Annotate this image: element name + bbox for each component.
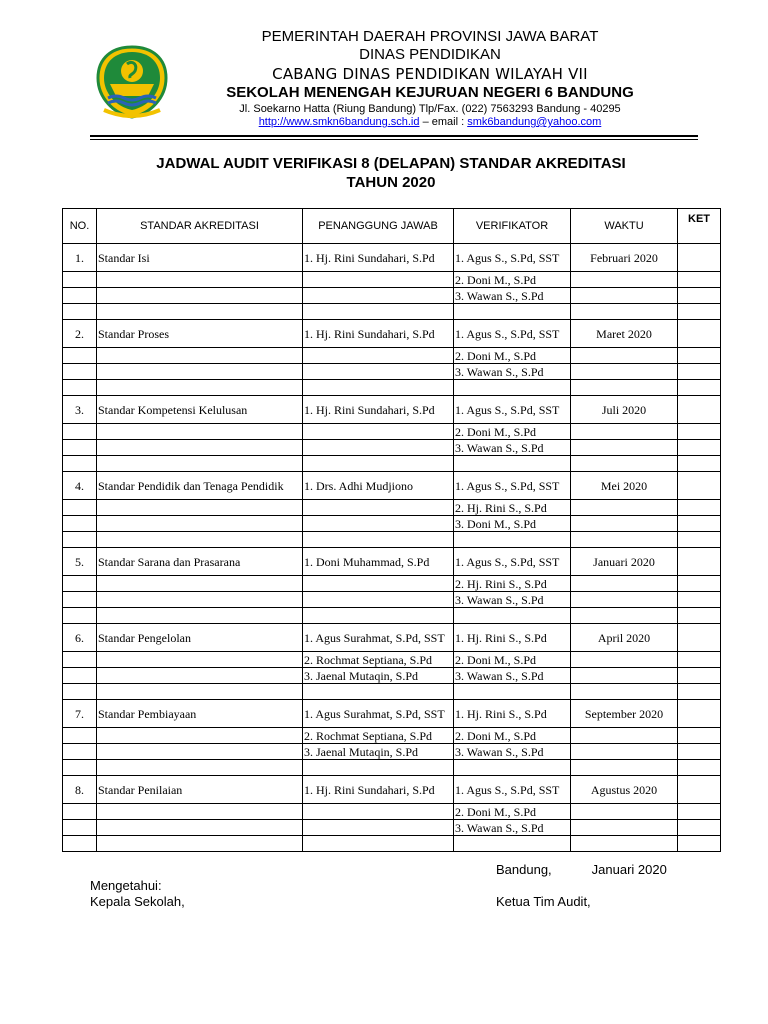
row-standar: Standar Pengelolan [97,624,303,652]
row-standar: Standar Sarana dan Prasarana [97,548,303,576]
row-penanggung-jawab [303,516,454,532]
row-penanggung-jawab: 1. Hj. Rini Sundahari, S.Pd [303,244,454,272]
spacer-cell [97,684,303,700]
row-penanggung-jawab: 3. Jaenal Mutaqin, S.Pd [303,744,454,760]
row-ket [678,272,721,288]
spacer-row [63,456,721,472]
spacer-cell [97,456,303,472]
spacer-cell [63,532,97,548]
row-standar-text: Standar Pendidik dan Tenaga Pendidik [98,478,284,493]
table-row [63,472,721,500]
row-waktu: Mei 2020 [571,472,678,500]
row-standar-empty [97,652,303,668]
row-penanggung-jawab: 1. Hj. Rini Sundahari, S.Pd [303,396,454,424]
table-row [63,440,721,456]
table-row [63,396,721,424]
row-penanggung-jawab [303,440,454,456]
table-row [63,776,721,804]
row-ket [678,652,721,668]
spacer-cell [303,304,454,320]
row-standar-empty [97,592,303,608]
row-verifikator: 1. Hj. Rini S., S.Pd [454,624,571,652]
row-standar-empty [97,668,303,684]
table-row [63,424,721,440]
row-ket [678,592,721,608]
row-ket [678,776,721,804]
header-rule-thin [90,139,698,140]
row-penanggung-jawab [303,364,454,380]
row-standar-empty [97,576,303,592]
row-number-empty [63,424,97,440]
spacer-cell [97,608,303,624]
spacer-row [63,304,721,320]
contact-line [180,116,680,129]
header-ket: KET [678,209,721,244]
spacer-cell [63,684,97,700]
row-verifikator: 3. Wawan S., S.Pd [454,440,571,456]
place: Bandung, [496,862,552,877]
row-standar: Standar Pembiayaan [97,700,303,728]
spacer-cell [303,760,454,776]
row-waktu-empty [571,576,678,592]
spacer-cell [571,608,678,624]
row-verifikator: 2. Doni M., S.Pd [454,272,571,288]
title-line-2: TAHUN 2020 [346,174,436,191]
table-row [63,348,721,364]
spacer-cell [63,456,97,472]
row-penanggung-jawab: 1. Agus Surahmat, S.Pd, SST [303,624,454,652]
row-standar-empty [97,364,303,380]
document-title [60,154,722,192]
row-waktu: Januari 2020 [571,548,678,576]
spacer-cell [678,760,721,776]
row-waktu-empty [571,516,678,532]
row-number-empty [63,500,97,516]
row-ket [678,348,721,364]
row-number: 3. [63,396,97,424]
row-verifikator: 3. Wawan S., S.Pd [454,820,571,836]
acknowledged-label: Mengetahui: [90,878,162,893]
spacer-cell [303,608,454,624]
row-verifikator: 2. Doni M., S.Pd [454,424,571,440]
spacer-cell [303,684,454,700]
row-penanggung-jawab [303,348,454,364]
row-verifikator: 2. Doni M., S.Pd [454,804,571,820]
row-waktu: Februari 2020 [571,244,678,272]
row-waktu: Maret 2020 [571,320,678,348]
row-penanggung-jawab [303,500,454,516]
row-ket [678,288,721,304]
row-verifikator: 1. Agus S., S.Pd, SST [454,396,571,424]
row-number-empty [63,364,97,380]
row-number-empty [63,440,97,456]
spacer-cell [678,304,721,320]
table-row [63,804,721,820]
row-standar-empty [97,500,303,516]
row-number: 6. [63,624,97,652]
row-waktu-empty [571,364,678,380]
table-row [63,652,721,668]
spacer-cell [571,684,678,700]
row-ket [678,744,721,760]
school-logo [94,44,170,120]
row-ket [678,244,721,272]
spacer-cell [454,684,571,700]
row-standar-empty [97,440,303,456]
spacer-row [63,380,721,396]
table-row [63,744,721,760]
spacer-cell [97,760,303,776]
row-number-empty [63,744,97,760]
spacer-row [63,836,721,852]
row-number-empty [63,804,97,820]
spacer-cell [303,456,454,472]
table-row [63,548,721,576]
branch-line: CABANG DINAS PENDIDIKAN WILAYAH VII [272,65,588,83]
spacer-cell [303,532,454,548]
spacer-cell [97,380,303,396]
table-row [63,576,721,592]
row-penanggung-jawab [303,804,454,820]
row-penanggung-jawab: 1. Hj. Rini Sundahari, S.Pd [303,776,454,804]
row-number-empty [63,576,97,592]
row-standar-empty [97,804,303,820]
spacer-cell [63,836,97,852]
table-row [63,592,721,608]
title-line-1: JADWAL AUDIT VERIFIKASI 8 (DELAPAN) STANDAR AKREDITASI [156,155,626,172]
row-ket [678,728,721,744]
row-number-empty [63,348,97,364]
row-standar-empty [97,288,303,304]
principal-label: Kepala Sekolah, [90,894,185,909]
row-verifikator: 2. Doni M., S.Pd [454,348,571,364]
row-penanggung-jawab: 3. Jaenal Mutaqin, S.Pd [303,668,454,684]
row-penanggung-jawab: 2. Rochmat Septiana, S.Pd [303,728,454,744]
spacer-cell [454,380,571,396]
table-row [63,244,721,272]
row-standar: Standar Penilaian [97,776,303,804]
row-waktu-empty [571,652,678,668]
row-ket [678,396,721,424]
row-number-empty [63,516,97,532]
audit-schedule-table [62,208,721,852]
gov-line: PEMERINTAH DAERAH PROVINSI JAWA BARAT [261,28,599,45]
row-verifikator: 2. Hj. Rini S., S.Pd [454,576,571,592]
row-waktu-empty [571,728,678,744]
row-penanggung-jawab [303,576,454,592]
row-ket [678,364,721,380]
place-date [496,862,667,878]
row-number-empty [63,652,97,668]
row-verifikator: 3. Wawan S., S.Pd [454,364,571,380]
row-ket [678,700,721,728]
header-waktu: WAKTU [571,209,678,244]
row-number: 2. [63,320,97,348]
school-name: SEKOLAH MENENGAH KEJURUAN NEGERI 6 BANDUNG [226,84,634,101]
row-standar [97,472,303,500]
spacer-cell [571,456,678,472]
row-penanggung-jawab [303,272,454,288]
row-waktu-empty [571,288,678,304]
spacer-cell [454,304,571,320]
row-waktu-empty [571,440,678,456]
row-ket [678,500,721,516]
spacer-row [63,608,721,624]
row-number: 7. [63,700,97,728]
table-row [63,668,721,684]
row-standar-empty [97,272,303,288]
table-header-row [63,209,721,244]
spacer-cell [303,836,454,852]
spacer-cell [678,684,721,700]
row-number-empty [63,288,97,304]
row-standar: Standar Isi [97,244,303,272]
row-ket [678,548,721,576]
website-link[interactable]: http://www.smkn6bandung.sch.id [258,116,420,128]
spacer-cell [454,532,571,548]
row-number-empty [63,820,97,836]
letterhead [180,28,680,129]
spacer-cell [454,608,571,624]
table-row [63,728,721,744]
row-ket [678,624,721,652]
row-standar-empty [97,820,303,836]
row-number: 8. [63,776,97,804]
row-ket [678,424,721,440]
email-label: – email : [422,116,465,128]
row-verifikator: 3. Doni M., S.Pd [454,516,571,532]
row-ket [678,472,721,500]
header-standar: STANDAR AKREDITASI [97,209,303,244]
spacer-cell [571,304,678,320]
sign-date: Januari 2020 [591,862,667,877]
row-ket [678,516,721,532]
row-verifikator: 1. Agus S., S.Pd, SST [454,472,571,500]
row-penanggung-jawab: 1. Doni Muhammad, S.Pd [303,548,454,576]
row-number: 1. [63,244,97,272]
row-standar: Standar Kompetensi Kelulusan [97,396,303,424]
row-waktu-empty [571,348,678,364]
row-waktu: Juli 2020 [571,396,678,424]
row-verifikator: 1. Hj. Rini S., S.Pd [454,700,571,728]
row-penanggung-jawab [303,288,454,304]
row-number-empty [63,592,97,608]
spacer-cell [63,304,97,320]
spacer-cell [63,760,97,776]
row-standar-empty [97,348,303,364]
row-verifikator: 1. Agus S., S.Pd, SST [454,548,571,576]
row-verifikator: 3. Wawan S., S.Pd [454,592,571,608]
header-no: NO. [63,209,97,244]
spacer-cell [303,380,454,396]
row-verifikator: 1. Agus S., S.Pd, SST [454,244,571,272]
row-verifikator: 2. Doni M., S.Pd [454,728,571,744]
table-body [63,244,721,852]
row-waktu: April 2020 [571,624,678,652]
row-ket [678,804,721,820]
row-verifikator: 1. Agus S., S.Pd, SST [454,320,571,348]
row-verifikator: 3. Wawan S., S.Pd [454,288,571,304]
row-waktu: September 2020 [571,700,678,728]
row-number-empty [63,728,97,744]
table-row [63,288,721,304]
spacer-cell [63,608,97,624]
row-penanggung-jawab [303,424,454,440]
table-row [63,500,721,516]
west-java-emblem-icon [94,44,170,120]
row-verifikator: 2. Hj. Rini S., S.Pd [454,500,571,516]
spacer-cell [454,760,571,776]
header-penanggung-jawab: PENANGGUNG JAWAB [303,209,454,244]
row-standar-empty [97,728,303,744]
row-penanggung-jawab: 1. Hj. Rini Sundahari, S.Pd [303,320,454,348]
header-verifikator: VERIFIKATOR [454,209,571,244]
table-row [63,272,721,288]
spacer-cell [97,532,303,548]
row-verifikator: 3. Wawan S., S.Pd [454,668,571,684]
spacer-cell [97,304,303,320]
spacer-cell [97,836,303,852]
row-ket [678,576,721,592]
row-standar-empty [97,424,303,440]
email-link[interactable]: smk6bandung@yahoo.com [467,116,602,128]
spacer-cell [571,836,678,852]
row-verifikator: 3. Wawan S., S.Pd [454,744,571,760]
row-number-empty [63,272,97,288]
row-waktu-empty [571,668,678,684]
table-row [63,700,721,728]
row-waktu-empty [571,744,678,760]
header-rule-thick [90,135,698,137]
row-number: 4. [63,472,97,500]
row-number-empty [63,668,97,684]
spacer-row [63,684,721,700]
department-line: DINAS PENDIDIKAN [359,46,501,63]
spacer-cell [678,608,721,624]
row-ket [678,320,721,348]
spacer-row [63,532,721,548]
spacer-cell [678,532,721,548]
spacer-cell [63,380,97,396]
table-row [63,320,721,348]
row-waktu: Agustus 2020 [571,776,678,804]
row-waktu-empty [571,820,678,836]
row-ket [678,668,721,684]
audit-lead-label: Ketua Tim Audit, [496,894,591,909]
row-penanggung-jawab [303,592,454,608]
row-verifikator: 1. Agus S., S.Pd, SST [454,776,571,804]
school-address: Jl. Soekarno Hatta (Riung Bandung) Tlp/Fax. (022) 7563293 Bandung - 40295 [239,103,621,115]
spacer-cell [571,380,678,396]
row-waktu-empty [571,424,678,440]
spacer-cell [454,836,571,852]
table-row [63,516,721,532]
row-penanggung-jawab: 1. Drs. Adhi Mudjiono [303,472,454,500]
row-ket [678,820,721,836]
row-verifikator: 2. Doni M., S.Pd [454,652,571,668]
table-row [63,820,721,836]
spacer-cell [678,380,721,396]
spacer-cell [571,532,678,548]
row-standar: Standar Proses [97,320,303,348]
row-standar-empty [97,516,303,532]
spacer-cell [678,836,721,852]
row-waktu-empty [571,500,678,516]
row-number: 5. [63,548,97,576]
spacer-cell [678,456,721,472]
row-waktu-empty [571,804,678,820]
spacer-row [63,760,721,776]
row-waktu-empty [571,272,678,288]
row-penanggung-jawab [303,820,454,836]
row-ket [678,440,721,456]
row-standar-empty [97,744,303,760]
row-penanggung-jawab: 2. Rochmat Septiana, S.Pd [303,652,454,668]
spacer-cell [454,456,571,472]
row-penanggung-jawab: 1. Agus Surahmat, S.Pd, SST [303,700,454,728]
table-row [63,624,721,652]
table-row [63,364,721,380]
spacer-cell [571,760,678,776]
row-waktu-empty [571,592,678,608]
